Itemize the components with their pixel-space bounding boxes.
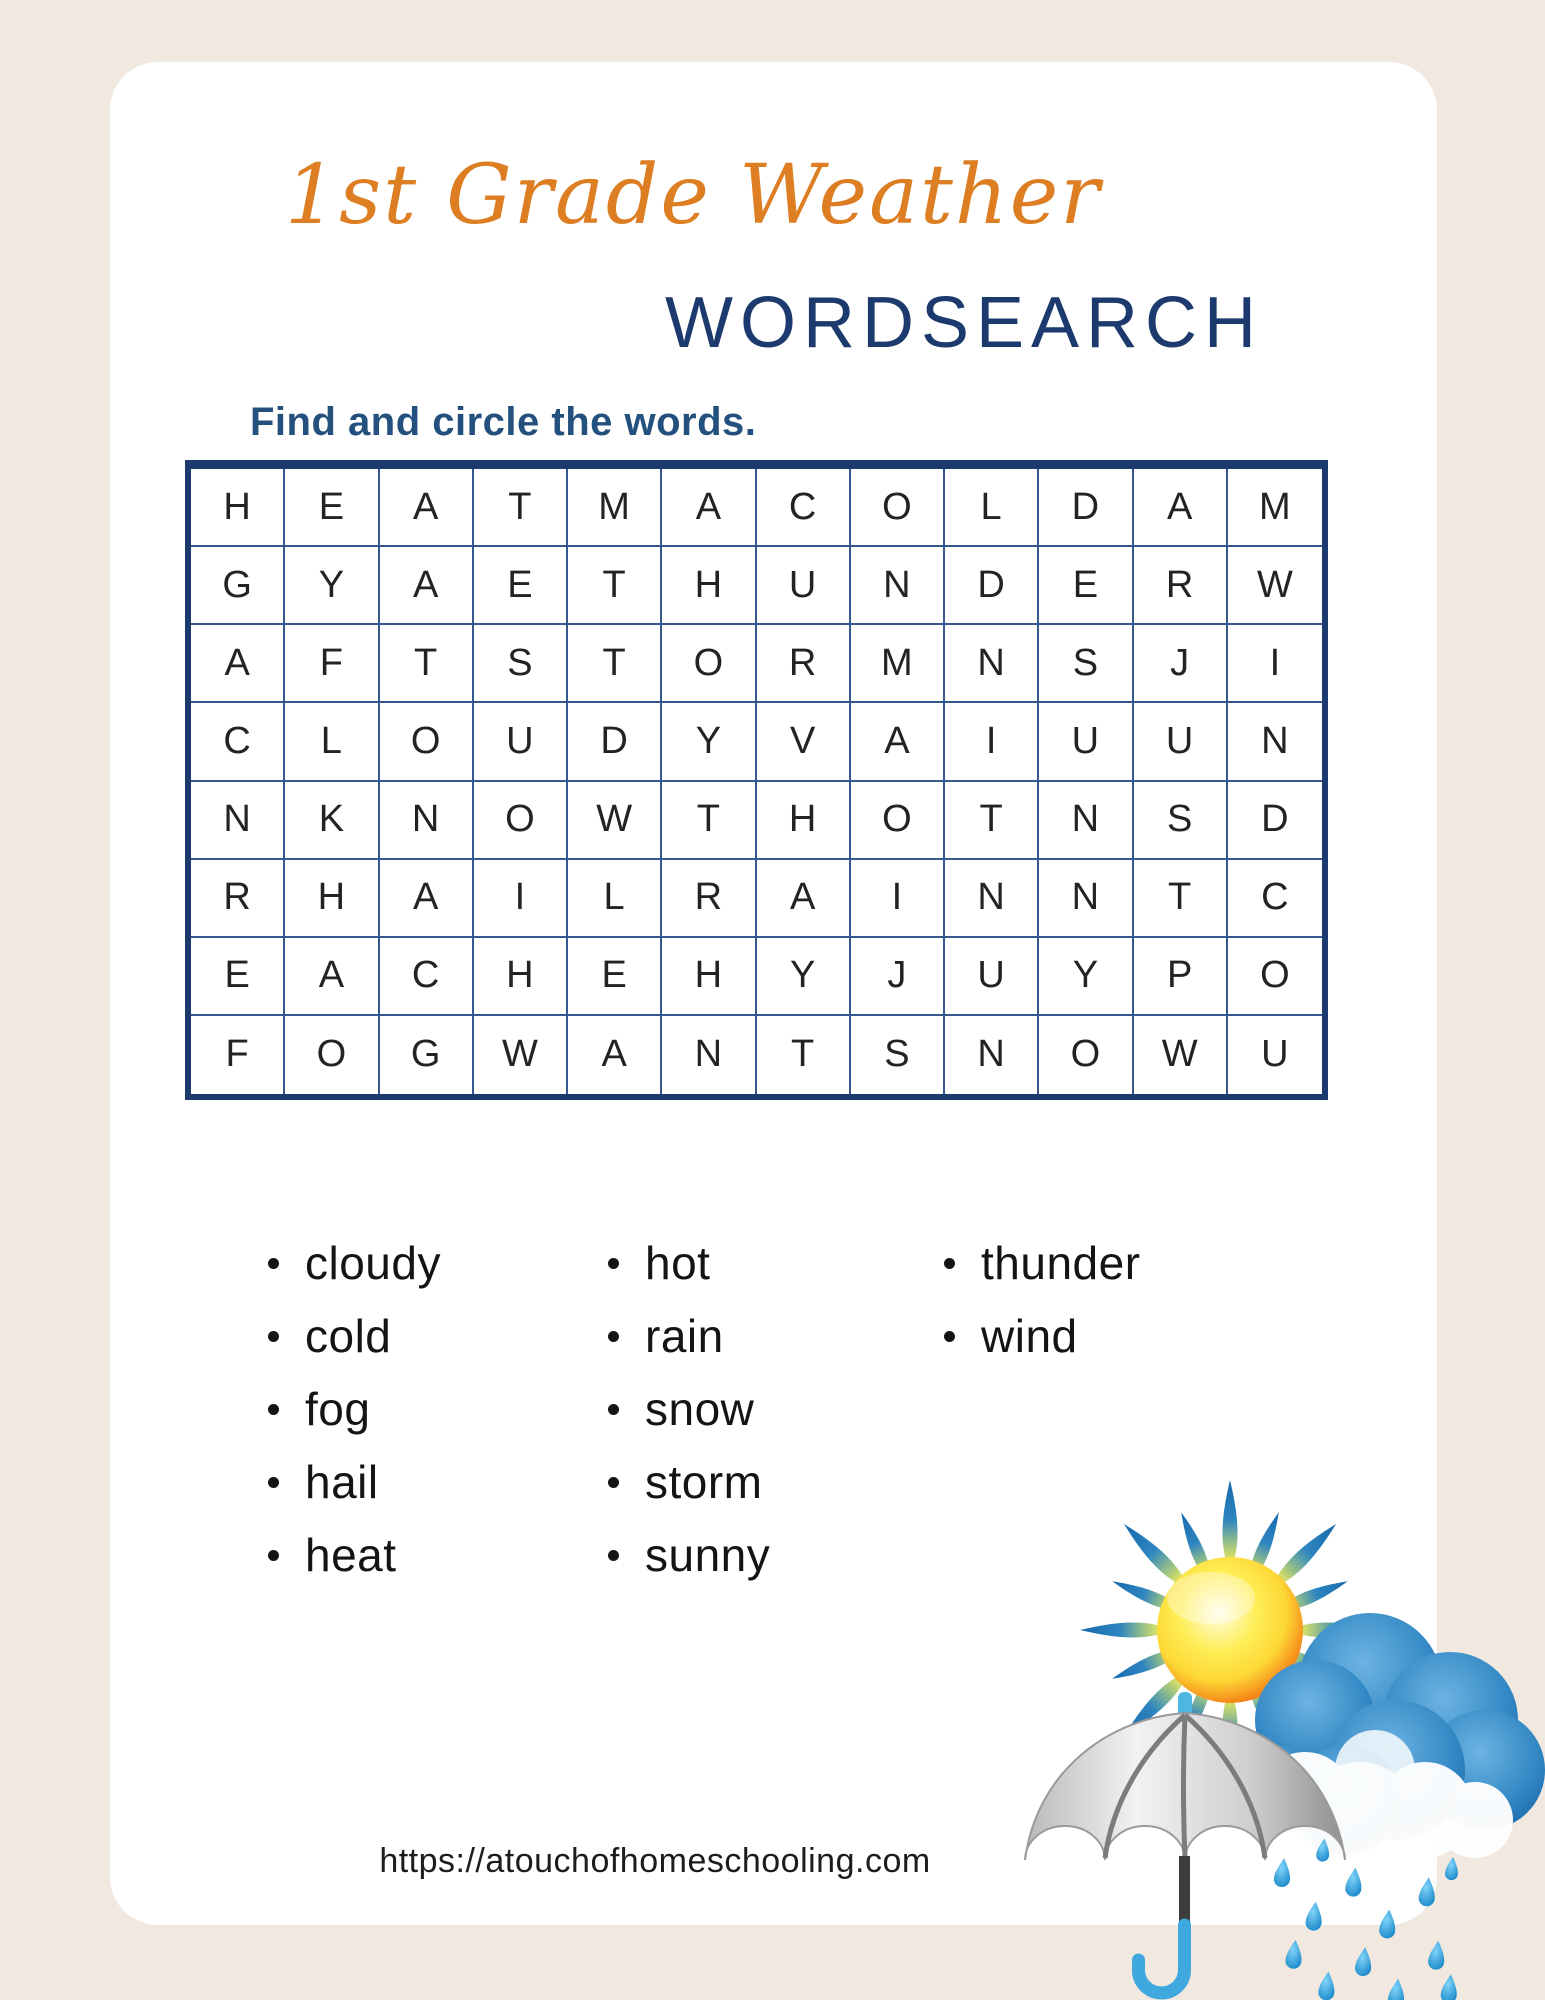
grid-cell-r5c12: D (1228, 782, 1322, 860)
grid-cell-r3c6: O (662, 625, 756, 703)
grid-cell-r3c9: N (945, 625, 1039, 703)
grid-cell-r4c1: C (191, 703, 285, 781)
weather-illustration (1015, 1470, 1545, 2000)
grid-cell-r8c10: O (1039, 1016, 1133, 1094)
bullet-icon (268, 1258, 279, 1269)
grid-cell-r7c7: Y (757, 938, 851, 1016)
grid-cell-r1c11: A (1134, 469, 1228, 547)
grid-cell-r5c8: O (851, 782, 945, 860)
grid-cell-r6c11: T (1134, 860, 1228, 938)
word-item-snow (608, 1383, 770, 1435)
grid-cell-r8c7: T (757, 1016, 851, 1094)
grid-cell-r1c9: L (945, 469, 1039, 547)
page-title: 1st Grade Weather (285, 148, 1102, 243)
wordsearch-grid (185, 460, 1328, 1100)
word-item-rain (608, 1310, 770, 1362)
grid-cell-r8c4: W (474, 1016, 568, 1094)
bullet-icon (268, 1477, 279, 1488)
grid-cell-r7c6: H (662, 938, 756, 1016)
word-item-sunny (608, 1529, 771, 1581)
grid-cell-r3c1: A (191, 625, 285, 703)
grid-cell-r5c6: T (662, 782, 756, 860)
grid-cell-r7c8: J (851, 938, 945, 1016)
grid-cell-r2c2: Y (285, 547, 379, 625)
bullet-icon (608, 1331, 619, 1342)
grid-cell-r6c5: L (568, 860, 662, 938)
grid-cell-r1c12: M (1228, 469, 1322, 547)
word-item-fog (268, 1383, 441, 1435)
bullet-icon (608, 1404, 619, 1415)
grid-cell-r2c11: R (1134, 547, 1228, 625)
grid-cell-r3c11: J (1134, 625, 1228, 703)
grid-cell-r8c12: U (1261, 1033, 1289, 1076)
grid-cell-r1c3: A (380, 469, 474, 547)
grid-cell-r3c10: S (1039, 625, 1133, 703)
instruction-text: Find and circle the words. (250, 400, 757, 444)
word-text: cold (305, 1310, 392, 1362)
grid-cell-r4c2: L (285, 703, 379, 781)
word-text: wind (981, 1310, 1078, 1362)
grid-cell-r1c1: H (191, 469, 285, 547)
grid-cell-r8c8: S (851, 1016, 945, 1094)
grid-cell-r1c8: O (851, 469, 945, 547)
grid-cell-r5c7: H (757, 782, 851, 860)
word-text: storm (645, 1456, 763, 1508)
grid-cell-r6c4: I (474, 860, 568, 938)
grid-cell-r3c2: F (285, 625, 379, 703)
word-column-2 (608, 1237, 771, 1605)
grid-cell-r6c3: A (380, 860, 474, 938)
grid-cell-r3c4: S (474, 625, 568, 703)
grid-cell-r1c7: C (757, 469, 851, 547)
grid-cell-r6c12: C (1228, 860, 1322, 938)
grid-cell-r4c7: V (757, 703, 851, 781)
bullet-icon (608, 1550, 619, 1561)
word-text: snow (645, 1383, 755, 1435)
grid-cell-r4c6: Y (662, 703, 756, 781)
word-text: sunny (645, 1529, 771, 1581)
grid-cell-r5c3: N (380, 782, 474, 860)
word-column-1 (268, 1237, 441, 1605)
grid-cell-r4c5: D (568, 703, 662, 781)
word-item-heat (268, 1529, 441, 1581)
grid-cell-r7c3: C (380, 938, 474, 1016)
grid-cell-r4c9: I (945, 703, 1039, 781)
grid-cell-r7c10: Y (1039, 938, 1133, 1016)
website-url: https://atouchofhomeschooling.com (379, 1842, 931, 1880)
grid-cell-r2c3: A (380, 547, 474, 625)
grid-cell-r2c8: N (851, 547, 945, 625)
grid-cell-r6c2: H (285, 860, 379, 938)
word-item-storm (608, 1456, 770, 1508)
grid-cell-r5c4: O (474, 782, 568, 860)
word-item-thunder (944, 1237, 1141, 1289)
bullet-icon (268, 1550, 279, 1561)
grid-cell-r8c3: G (380, 1016, 474, 1094)
grid-cell-r3c12: I (1228, 625, 1322, 703)
grid-cell-r4c8: A (851, 703, 945, 781)
grid-cell-r7c12: O (1228, 938, 1322, 1016)
grid-cell-r7c11: P (1134, 938, 1228, 1016)
grid-cell-r2c5: T (568, 547, 662, 625)
grid-cell-r5c11: S (1134, 782, 1228, 860)
grid-cell-r3c7: R (757, 625, 851, 703)
word-text: hail (305, 1456, 379, 1508)
bullet-icon (944, 1258, 955, 1269)
grid-cell-r3c8: M (851, 625, 945, 703)
word-item-hot (608, 1237, 770, 1289)
grid-cell-r7c9: U (945, 938, 1039, 1016)
word-text: heat (305, 1529, 397, 1581)
bullet-icon (268, 1404, 279, 1415)
word-text: hot (645, 1237, 711, 1289)
grid-cell-r5c5: W (568, 782, 662, 860)
grid-cell-r4c3: O (380, 703, 474, 781)
grid-cell-r7c5: E (568, 938, 662, 1016)
grid-cell-r7c4: H (474, 938, 568, 1016)
grid-cell-r8c9: N (945, 1016, 1039, 1094)
grid-cell-r1c4: T (474, 469, 568, 547)
word-item-wind (944, 1310, 1141, 1362)
word-text: thunder (981, 1237, 1141, 1289)
grid-cell-r6c9: N (945, 860, 1039, 938)
grid-cell-r4c12: N (1228, 703, 1322, 781)
grid-cell-r2c10: E (1039, 547, 1133, 625)
word-item-cold (268, 1310, 441, 1362)
grid-cell-r2c6: H (662, 547, 756, 625)
bullet-icon (608, 1477, 619, 1488)
grid-cell-r4c11: U (1134, 703, 1228, 781)
grid-cell-r2c4: E (474, 547, 568, 625)
grid-cell-r1c5: M (568, 469, 662, 547)
grid-cell-r2c7: U (757, 547, 851, 625)
bullet-icon (268, 1331, 279, 1342)
grid-cell-r2c1: G (191, 547, 285, 625)
grid-cell-r3c5: T (568, 625, 662, 703)
word-item-hail (268, 1456, 441, 1508)
grid-cell-r4c10: U (1039, 703, 1133, 781)
word-text: cloudy (305, 1237, 441, 1289)
grid-cell-r6c1: R (191, 860, 285, 938)
word-item-cloudy (268, 1237, 441, 1289)
grid-cell-r5c9: T (945, 782, 1039, 860)
grid-cell-r6c10: N (1039, 860, 1133, 938)
grid-cell-r1c6: A (662, 469, 756, 547)
word-text: fog (305, 1383, 371, 1435)
bullet-icon (608, 1258, 619, 1269)
grid-cell-r2c12: W (1228, 547, 1322, 625)
grid-cell-r4c4: U (474, 703, 568, 781)
grid-cell-r5c2: K (285, 782, 379, 860)
grid-cell-r5c10: N (1039, 782, 1133, 860)
grid-cell-r8c6: N (662, 1016, 756, 1094)
grid-cell-r7c1: E (191, 938, 285, 1016)
grid-cell-r2c9: D (945, 547, 1039, 625)
bullet-icon (944, 1331, 955, 1342)
page-subtitle: WORDSEARCH (665, 283, 1264, 363)
grid-cell-r3c3: T (380, 625, 474, 703)
grid-cell-r7c2: A (285, 938, 379, 1016)
grid-cell-r1c2: E (285, 469, 379, 547)
grid-cell-r8c11: W (1134, 1016, 1228, 1094)
word-column-3 (944, 1237, 1141, 1386)
grid-cell-r6c7: A (757, 860, 851, 938)
grid-cell-r8c2: O (285, 1016, 379, 1094)
word-text: rain (645, 1310, 724, 1362)
grid-cell-r5c1: N (191, 782, 285, 860)
grid-cell-r6c6: R (662, 860, 756, 938)
grid-cell-r8c1: F (191, 1016, 285, 1094)
grid-cell-r1c10: D (1039, 469, 1133, 547)
grid-cell-r8c5: A (568, 1016, 662, 1094)
grid-cell-r6c8: I (851, 860, 945, 938)
